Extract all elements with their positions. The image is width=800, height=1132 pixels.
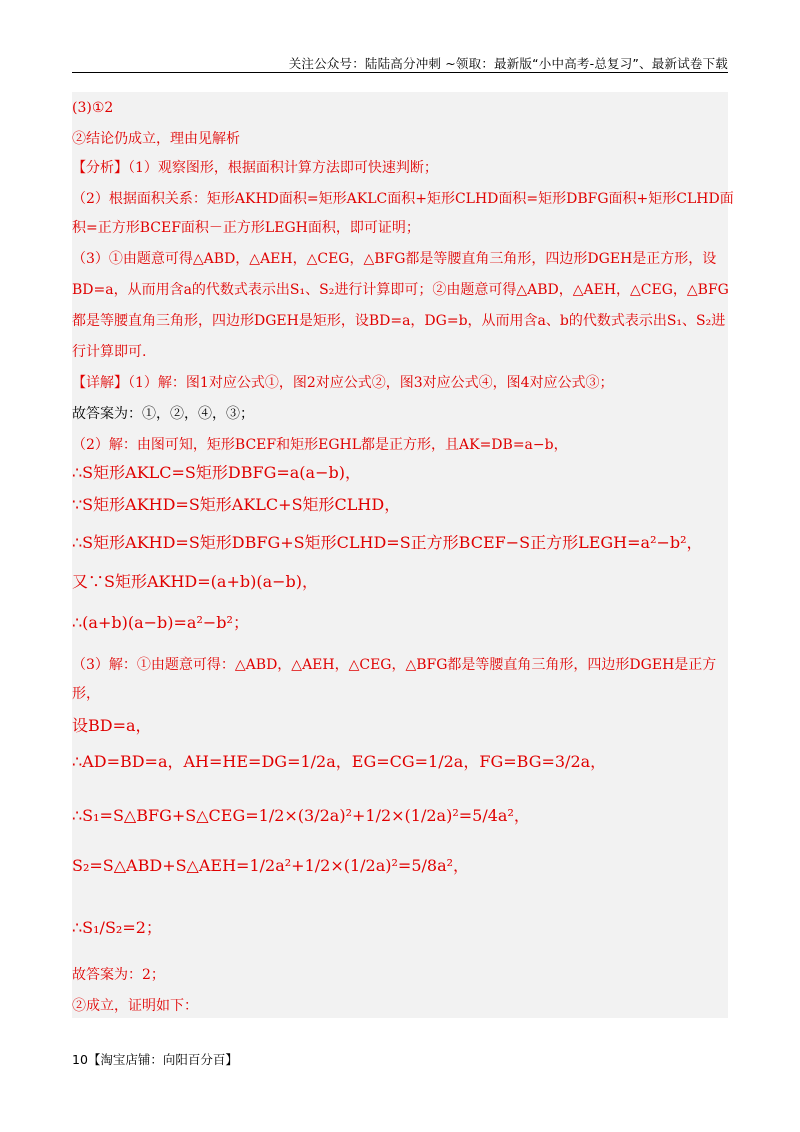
equation-s1: ∴S₁=S△BFG+S△CEG=1/2×(3/2a)²+1/2×(1/2a)²=5/4a²， [72,806,530,825]
answer-3-2: ②结论仍成立，理由见解析 [72,131,240,147]
equation-set-bd: 设BD=a， [72,716,152,735]
detail-3-intro-a: （3）解：①由题意可得：△ABD，△AEH，△CEG，△BFG都是等腰直角三角形，四边形DGEH是正方 [72,657,717,673]
detail-1: 【详解】（1）解：图1对应公式①，图2对应公式②，图3对应公式④，图4对应公式③； [72,375,614,391]
header-divider [72,72,728,73]
detail-3-answer: 故答案为：2； [72,967,165,983]
detail-2-intro: （2）解：由图可知，矩形BCEF和矩形EGHL都是正方形，且AK=DB=a−b， [72,437,568,453]
answer-3-1: (3)①2 [72,100,114,116]
proof-intro: ②成立，证明如下： [72,998,198,1014]
page-number: 10 [72,1052,88,1067]
analysis-1: 【分析】（1）观察图形，根据面积计算方法即可快速判断； [72,160,438,176]
detail-3-intro-b: 形， [72,686,100,702]
equation-3: ∴S矩形AKHD=S矩形DBFG+S矩形CLHD=S正方形BCEF−S正方形LEGH=a²−b²， [72,533,703,552]
analysis-2b: 积=正方形BCEF面积－正方形LEGH面积，即可证明； [72,220,420,236]
page-footer [72,1050,238,1068]
shop-label: 【淘宝店铺：向阳百分百】 [87,1052,238,1067]
equation-ratio: ∴S₁/S₂=2； [72,918,162,937]
page-header: 关注公众号：陆陆高分冲刺 ~领取：最新版“小中高考-总复习”、最新试卷下载 [288,56,728,71]
analysis-3d: 行计算即可. [72,344,147,360]
equation-s2: S₂=S△ABD+S△AEH=1/2a²+1/2×(1/2a)²=5/8a²， [72,856,470,875]
analysis-3a: （3）①由题意可得△ABD，△AEH，△CEG，△BFG都是等腰直角三角形，四边形DGEH是正方形，设 [72,251,717,267]
equation-5: ∴(a+b)(a−b)=a²−b²； [72,613,249,632]
equation-1: ∴S矩形AKLC=S矩形DBFG=a(a−b)， [72,463,361,482]
detail-1-answer: 故答案为：①，②，④，③； [72,406,254,422]
equation-2: ∵S矩形AKHD=S矩形AKLC+S矩形CLHD， [72,495,401,514]
analysis-3b: BD=a，从而用含a的代数式表示出S₁、S₂进行计算即可；②由题意可得△ABD，△AEH，△CEG，△BFG [72,282,729,298]
analysis-2a: （2）根据面积关系：矩形AKHD面积=矩形AKLC面积+矩形CLHD面积=矩形DBFG面积+矩形CLHD面 [72,191,734,207]
equation-lengths: ∴AD=BD=a，AH=HE=DG=1/2a，EG=CG=1/2a，FG=BG=3/2a， [72,752,607,771]
document-body [72,92,734,1018]
equation-4: 又∵S矩形AKHD=(a+b)(a−b)， [72,572,319,591]
analysis-3c: 都是等腰直角三角形，四边形DGEH是矩形，设BD=a，DG=b，从而用含a、b的代数式表示出S₁、S₂进 [72,313,726,329]
